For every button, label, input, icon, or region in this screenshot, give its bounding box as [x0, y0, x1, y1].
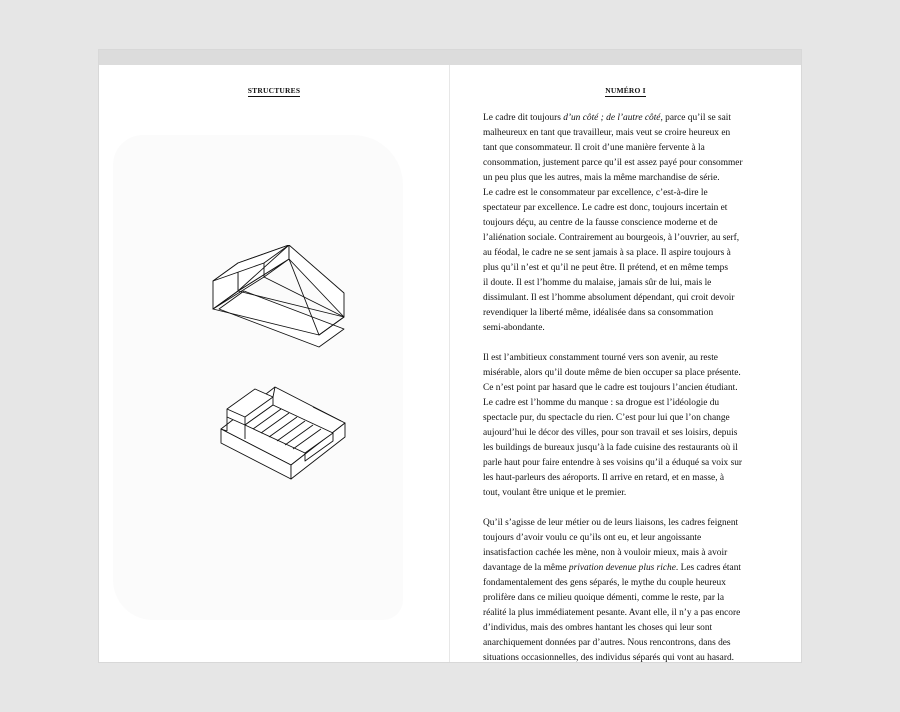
text-line: [483, 621, 773, 636]
text-line: [483, 261, 773, 276]
text-segment: un peu plus que les autres, mais la même marchandise de série.: [483, 173, 720, 183]
left-running-head-text: STRUCTURES: [247, 86, 301, 95]
text-segment: réalité la plus immédiatement pesante. Avant elle, il n’y a pas encore: [483, 608, 741, 618]
text-segment: parle haut pour faire entendre à ses voisins qu’il a éduqué sa voix sur: [483, 458, 743, 468]
text-segment: malheureux en tant que travailleur, mais veut se croire heureux en: [483, 128, 731, 138]
text-segment: spectacle pur, du spectacle du rien. C’est pour lui que l’on change: [483, 413, 730, 423]
text-line: [483, 426, 773, 441]
text-segment: insatisfaction cachée les mène, non à vouloir mieux, mais à avoir: [483, 548, 728, 558]
text-segment: situations occasionnelles, des individus séparés qui vont au hasard.: [483, 653, 734, 662]
text-segment: consommation, justement parce qu’il est assez payé pour consommer: [483, 158, 743, 168]
text-segment: semi-abondante.: [483, 323, 545, 333]
text-line: [483, 531, 773, 546]
text-line: [483, 276, 773, 291]
text-segment: fondamentalement des gens séparés, le mythe du couple heureux: [483, 578, 726, 588]
text-segment: au féodal, le cadre ne se sent jamais à sa place. Il aspire toujours à: [483, 248, 731, 258]
text-line: [483, 156, 773, 171]
text-segment: les haut-parleurs des aéroports. Il arrive en retard, et en masse, à: [483, 473, 725, 483]
isometric-wedge-block: [209, 245, 349, 355]
text-segment: toujours déçu, au centre de la fausse conscience moderne et de: [483, 218, 718, 228]
text-segment: Le cadre est l’homme du manque : sa drogue est l’idéologie du: [483, 398, 720, 408]
text-segment: Qu’il s’agisse de leur métier ou de leurs liaisons, les cadres feignent: [483, 518, 739, 528]
text-line: [483, 126, 773, 141]
text-line: [483, 456, 773, 471]
left-running-head: [99, 86, 449, 95]
paragraph-spacer: [483, 501, 773, 516]
text-segment: plus qu’il n’est et qu’il ne peut être. Il prétend, et en même temps: [483, 263, 728, 273]
text-line: [483, 636, 773, 651]
top-bar: [99, 50, 801, 65]
text-line: [483, 231, 773, 246]
book-spread: [99, 50, 801, 662]
text-line: [483, 111, 773, 126]
text-line: [483, 441, 773, 456]
text-line: [483, 141, 773, 156]
right-running-head-text: NUMÉRO I: [605, 86, 646, 95]
text-segment: aujourd’hui le décor des villes, pour son travail et ses loisirs, depuis: [483, 428, 738, 438]
text-line: [483, 186, 773, 201]
text-line: [483, 606, 773, 621]
text-segment: il doute. Il est l’homme du malaise, jamais sûr de lui, mais le: [483, 278, 712, 288]
text-segment: les buildings de bureaux jusqu’à la fade cuisine des restaurants où il: [483, 443, 738, 453]
text-segment: Le cadre est le consommateur par excellence, c’est-à-dire le: [483, 188, 708, 198]
text-segment: revendiquer la liberté même, idéalisée dans sa consommation: [483, 308, 714, 318]
text-segment: misérable, alors qu’il doute même de bien occuper sa place présente.: [483, 368, 741, 378]
text-line: [483, 366, 773, 381]
text-segment: tant que consommateur. Il croit d’une manière fervente à la: [483, 143, 705, 153]
text-segment: Le cadre dit toujours: [483, 113, 564, 123]
emphasis-segment: d’un côté ; de l’autre côté: [563, 113, 661, 123]
text-line: [483, 351, 773, 366]
text-line: [483, 246, 773, 261]
text-line: [483, 396, 773, 411]
text-line: [483, 291, 773, 306]
text-segment: . Les cadres étant: [675, 563, 741, 573]
text-segment: Ce n’est point par hasard que le cadre est toujours l’ancien étudiant.: [483, 383, 738, 393]
text-line: [483, 171, 773, 186]
text-line: [483, 591, 773, 606]
figure-background: [113, 135, 403, 620]
text-segment: d’individus, mais des ombres hantant les choses qui leur sont: [483, 623, 713, 633]
text-segment: toujours d’avoir voulu ce qu’ils ont eu, et leur angoissante: [483, 533, 702, 543]
right-page: [450, 65, 801, 662]
text-line: [483, 546, 773, 561]
text-line: [483, 576, 773, 591]
text-line: [483, 321, 773, 336]
text-segment: davantage de la même: [483, 563, 569, 573]
text-segment: dissimulant. Il est l’homme absolument dépendant, qui croit devoir: [483, 293, 735, 303]
right-running-head: [450, 86, 801, 95]
text-segment: , parce qu’il se sait: [660, 113, 732, 123]
isometric-stepped-structure: [215, 383, 351, 493]
text-line: [483, 561, 773, 576]
body-text: [483, 111, 773, 662]
text-line: [483, 486, 773, 501]
text-segment: anarchiquement données par d’autres. Nous rencontrons, dans des: [483, 638, 731, 648]
text-line: [483, 516, 773, 531]
left-page: [99, 65, 449, 662]
text-line: [483, 411, 773, 426]
text-line: [483, 471, 773, 486]
text-line: [483, 651, 773, 662]
text-segment: Il est l’ambitieux constamment tourné vers son avenir, au reste: [483, 353, 718, 363]
emphasis-segment: privation devenue plus riche: [568, 563, 676, 573]
text-segment: l’aliénation sociale. Contrairement au bourgeois, à l’ouvrier, au serf,: [483, 233, 740, 243]
text-line: [483, 381, 773, 396]
paragraph-spacer: [483, 336, 773, 351]
text-segment: spectateur par excellence. Le cadre est donc, toujours incertain et: [483, 203, 728, 213]
text-segment: prolifère dans ce milieu quoique démenti, comme le reste, par la: [483, 593, 725, 603]
text-line: [483, 216, 773, 231]
text-segment: tout, voulant être unique et le premier.: [483, 488, 627, 498]
text-line: [483, 201, 773, 216]
text-line: [483, 306, 773, 321]
